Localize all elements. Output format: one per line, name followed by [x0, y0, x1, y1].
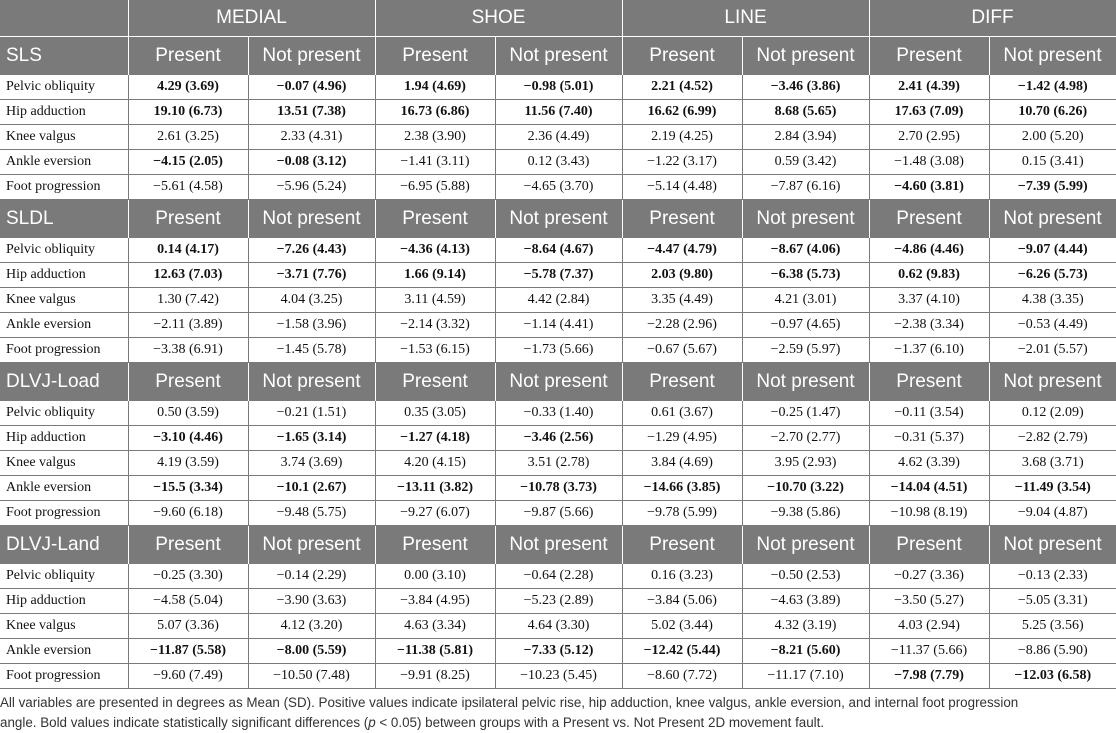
subheader-present: Present — [375, 200, 495, 239]
table-row — [0, 238, 1116, 263]
value-cell: 3.35 (4.49) — [622, 288, 742, 313]
value-cell: 0.00 (3.10) — [375, 564, 495, 589]
table-footnote — [0, 693, 1110, 733]
value-cell: −7.39 (5.99) — [989, 175, 1116, 200]
subheader-not-present: Not present — [989, 37, 1116, 76]
table-row — [0, 313, 1116, 338]
subheader-not-present: Not present — [989, 363, 1116, 402]
table-row — [0, 288, 1116, 313]
value-cell: −13.11 (3.82) — [375, 476, 495, 501]
value-cell: −8.21 (5.60) — [742, 639, 869, 664]
value-cell: 5.25 (3.56) — [989, 614, 1116, 639]
value-cell: 3.95 (2.93) — [742, 451, 869, 476]
value-cell: 13.51 (7.38) — [248, 100, 375, 125]
value-cell: 5.02 (3.44) — [622, 614, 742, 639]
value-cell: −1.48 (3.08) — [869, 150, 989, 175]
value-cell: 4.04 (3.25) — [248, 288, 375, 313]
subheader-not-present: Not present — [742, 37, 869, 76]
subheader-present: Present — [128, 37, 248, 76]
value-cell: 2.33 (4.31) — [248, 125, 375, 150]
table-body — [0, 37, 1116, 689]
value-cell: −4.15 (2.05) — [128, 150, 248, 175]
group-header-line: LINE — [622, 0, 869, 37]
value-cell: −2.82 (2.79) — [989, 426, 1116, 451]
value-cell: −11.17 (7.10) — [742, 664, 869, 689]
subheader-present: Present — [128, 200, 248, 239]
value-cell: −4.58 (5.04) — [128, 589, 248, 614]
value-cell: −2.59 (5.97) — [742, 338, 869, 363]
table-row — [0, 175, 1116, 200]
value-cell: −6.26 (5.73) — [989, 263, 1116, 288]
value-cell: 0.12 (2.09) — [989, 401, 1116, 426]
section-header-row — [0, 200, 1116, 239]
row-label: Pelvic obliquity — [0, 401, 128, 426]
table-row — [0, 263, 1116, 288]
value-cell: −2.70 (2.77) — [742, 426, 869, 451]
row-label: Ankle eversion — [0, 476, 128, 501]
subheader-not-present: Not present — [742, 526, 869, 565]
group-header-row — [0, 0, 1116, 37]
row-label: Foot progression — [0, 664, 128, 689]
value-cell: 2.38 (3.90) — [375, 125, 495, 150]
section-label: DLVJ-Land — [0, 526, 128, 565]
value-cell: −10.70 (3.22) — [742, 476, 869, 501]
value-cell: 4.42 (2.84) — [495, 288, 622, 313]
value-cell: −14.04 (4.51) — [869, 476, 989, 501]
value-cell: −5.05 (3.31) — [989, 589, 1116, 614]
value-cell: −8.67 (4.06) — [742, 238, 869, 263]
footnote-line-2 — [0, 713, 1110, 733]
value-cell: −4.36 (4.13) — [375, 238, 495, 263]
value-cell: −1.22 (3.17) — [622, 150, 742, 175]
value-cell: 0.14 (4.17) — [128, 238, 248, 263]
row-label: Foot progression — [0, 175, 128, 200]
value-cell: −3.10 (4.46) — [128, 426, 248, 451]
subheader-present: Present — [375, 37, 495, 76]
value-cell: 11.56 (7.40) — [495, 100, 622, 125]
value-cell: 1.94 (4.69) — [375, 75, 495, 100]
value-cell: −0.14 (2.29) — [248, 564, 375, 589]
value-cell: 2.70 (2.95) — [869, 125, 989, 150]
value-cell: 12.63 (7.03) — [128, 263, 248, 288]
value-cell: −4.86 (4.46) — [869, 238, 989, 263]
value-cell: −1.53 (6.15) — [375, 338, 495, 363]
value-cell: −1.29 (4.95) — [622, 426, 742, 451]
value-cell: −0.27 (3.36) — [869, 564, 989, 589]
value-cell: 4.63 (3.34) — [375, 614, 495, 639]
subheader-present: Present — [128, 526, 248, 565]
value-cell: 0.50 (3.59) — [128, 401, 248, 426]
subheader-not-present: Not present — [248, 200, 375, 239]
value-cell: −0.31 (5.37) — [869, 426, 989, 451]
section-label: SLS — [0, 37, 128, 76]
value-cell: 4.21 (3.01) — [742, 288, 869, 313]
value-cell: 0.61 (3.67) — [622, 401, 742, 426]
value-cell: 8.68 (5.65) — [742, 100, 869, 125]
row-label: Knee valgus — [0, 125, 128, 150]
value-cell: −2.38 (3.34) — [869, 313, 989, 338]
row-label: Knee valgus — [0, 614, 128, 639]
subheader-present: Present — [869, 526, 989, 565]
subheader-present: Present — [869, 200, 989, 239]
footnote-line-1: All variables are presented in degrees as Mean (SD). Positive values indicate ipsilateral pelvic rise, hip adduction, knee valgus, ankle eversion, and internal foot progression — [0, 695, 1019, 710]
value-cell: −5.78 (7.37) — [495, 263, 622, 288]
value-cell: −11.49 (3.54) — [989, 476, 1116, 501]
value-cell: 2.84 (3.94) — [742, 125, 869, 150]
subheader-present: Present — [375, 526, 495, 565]
value-cell: −0.13 (2.33) — [989, 564, 1116, 589]
value-cell: 2.61 (3.25) — [128, 125, 248, 150]
value-cell: 4.64 (3.30) — [495, 614, 622, 639]
value-cell: −3.38 (6.91) — [128, 338, 248, 363]
value-cell: −9.91 (8.25) — [375, 664, 495, 689]
value-cell: −9.60 (7.49) — [128, 664, 248, 689]
row-label: Hip adduction — [0, 426, 128, 451]
value-cell: −11.38 (5.81) — [375, 639, 495, 664]
value-cell: 4.29 (3.69) — [128, 75, 248, 100]
value-cell: −8.00 (5.59) — [248, 639, 375, 664]
footnote-text-a: angle. Bold values indicate statistically significant differences ( — [0, 715, 369, 730]
value-cell: −9.60 (6.18) — [128, 501, 248, 526]
table-row — [0, 589, 1116, 614]
row-label: Ankle eversion — [0, 150, 128, 175]
subheader-not-present: Not present — [989, 200, 1116, 239]
subheader-present: Present — [622, 363, 742, 402]
value-cell: 4.19 (3.59) — [128, 451, 248, 476]
table-row — [0, 75, 1116, 100]
value-cell: −3.90 (3.63) — [248, 589, 375, 614]
value-cell: 0.15 (3.41) — [989, 150, 1116, 175]
value-cell: −1.58 (3.96) — [248, 313, 375, 338]
subheader-not-present: Not present — [989, 526, 1116, 565]
row-label: Pelvic obliquity — [0, 238, 128, 263]
value-cell: −7.26 (4.43) — [248, 238, 375, 263]
footnote-text-b: < 0.05) between groups with a Present vs. Not Present 2D movement fault. — [375, 715, 825, 730]
table-row — [0, 564, 1116, 589]
value-cell: −3.71 (7.76) — [248, 263, 375, 288]
row-label: Foot progression — [0, 338, 128, 363]
value-cell: 3.51 (2.78) — [495, 451, 622, 476]
value-cell: −7.98 (7.79) — [869, 664, 989, 689]
value-cell: 0.62 (9.83) — [869, 263, 989, 288]
value-cell: −4.60 (3.81) — [869, 175, 989, 200]
table-row — [0, 100, 1116, 125]
value-cell: −8.86 (5.90) — [989, 639, 1116, 664]
value-cell: −9.78 (5.99) — [622, 501, 742, 526]
table-row — [0, 639, 1116, 664]
value-cell: 4.20 (4.15) — [375, 451, 495, 476]
value-cell: 3.11 (4.59) — [375, 288, 495, 313]
table-row — [0, 150, 1116, 175]
value-cell: −8.64 (4.67) — [495, 238, 622, 263]
subheader-not-present: Not present — [248, 526, 375, 565]
value-cell: 17.63 (7.09) — [869, 100, 989, 125]
value-cell: −1.45 (5.78) — [248, 338, 375, 363]
table-row — [0, 664, 1116, 689]
section-label: DLVJ-Load — [0, 363, 128, 402]
row-label: Pelvic obliquity — [0, 564, 128, 589]
value-cell: 4.12 (3.20) — [248, 614, 375, 639]
value-cell: −10.1 (2.67) — [248, 476, 375, 501]
corner-cell — [0, 0, 128, 37]
value-cell: 16.73 (6.86) — [375, 100, 495, 125]
value-cell: −5.14 (4.48) — [622, 175, 742, 200]
value-cell: 5.07 (3.36) — [128, 614, 248, 639]
value-cell: 4.32 (3.19) — [742, 614, 869, 639]
subheader-not-present: Not present — [495, 200, 622, 239]
group-header-shoe: SHOE — [375, 0, 622, 37]
table-row — [0, 401, 1116, 426]
value-cell: 10.70 (6.26) — [989, 100, 1116, 125]
value-cell: −10.23 (5.45) — [495, 664, 622, 689]
row-label: Pelvic obliquity — [0, 75, 128, 100]
value-cell: −1.41 (3.11) — [375, 150, 495, 175]
value-cell: −3.50 (5.27) — [869, 589, 989, 614]
subheader-not-present: Not present — [495, 526, 622, 565]
row-label: Hip adduction — [0, 263, 128, 288]
row-label: Ankle eversion — [0, 639, 128, 664]
value-cell: −7.87 (6.16) — [742, 175, 869, 200]
value-cell: 4.62 (3.39) — [869, 451, 989, 476]
subheader-not-present: Not present — [495, 363, 622, 402]
subheader-not-present: Not present — [742, 200, 869, 239]
subheader-present: Present — [869, 37, 989, 76]
value-cell: −1.37 (6.10) — [869, 338, 989, 363]
value-cell: −0.53 (4.49) — [989, 313, 1116, 338]
value-cell: −3.84 (5.06) — [622, 589, 742, 614]
value-cell: −9.38 (5.86) — [742, 501, 869, 526]
subheader-present: Present — [622, 37, 742, 76]
value-cell: −1.27 (4.18) — [375, 426, 495, 451]
value-cell: 2.00 (5.20) — [989, 125, 1116, 150]
row-label: Hip adduction — [0, 100, 128, 125]
subheader-present: Present — [869, 363, 989, 402]
value-cell: 2.19 (4.25) — [622, 125, 742, 150]
value-cell: −0.21 (1.51) — [248, 401, 375, 426]
value-cell: −9.04 (4.87) — [989, 501, 1116, 526]
value-cell: −5.61 (4.58) — [128, 175, 248, 200]
value-cell: −0.50 (2.53) — [742, 564, 869, 589]
table-row — [0, 426, 1116, 451]
value-cell: 3.84 (4.69) — [622, 451, 742, 476]
value-cell: −1.73 (5.66) — [495, 338, 622, 363]
value-cell: −2.28 (2.96) — [622, 313, 742, 338]
value-cell: 1.66 (9.14) — [375, 263, 495, 288]
value-cell: −0.64 (2.28) — [495, 564, 622, 589]
subheader-not-present: Not present — [742, 363, 869, 402]
value-cell: 3.37 (4.10) — [869, 288, 989, 313]
value-cell: 0.12 (3.43) — [495, 150, 622, 175]
row-label: Knee valgus — [0, 451, 128, 476]
value-cell: −0.33 (1.40) — [495, 401, 622, 426]
value-cell: −9.07 (4.44) — [989, 238, 1116, 263]
value-cell: −3.84 (4.95) — [375, 589, 495, 614]
value-cell: −10.98 (8.19) — [869, 501, 989, 526]
value-cell: −14.66 (3.85) — [622, 476, 742, 501]
value-cell: −12.42 (5.44) — [622, 639, 742, 664]
value-cell: −12.03 (6.58) — [989, 664, 1116, 689]
value-cell: −2.11 (3.89) — [128, 313, 248, 338]
value-cell: 19.10 (6.73) — [128, 100, 248, 125]
table-row — [0, 501, 1116, 526]
value-cell: −5.23 (2.89) — [495, 589, 622, 614]
table-row — [0, 125, 1116, 150]
table-row — [0, 451, 1116, 476]
value-cell: −11.37 (5.66) — [869, 639, 989, 664]
value-cell: −9.48 (5.75) — [248, 501, 375, 526]
value-cell: −10.78 (3.73) — [495, 476, 622, 501]
value-cell: −2.14 (3.32) — [375, 313, 495, 338]
value-cell: −0.98 (5.01) — [495, 75, 622, 100]
subheader-not-present: Not present — [248, 363, 375, 402]
value-cell: 1.30 (7.42) — [128, 288, 248, 313]
group-header-diff: DIFF — [869, 0, 1116, 37]
value-cell: 2.41 (4.39) — [869, 75, 989, 100]
row-label: Ankle eversion — [0, 313, 128, 338]
table-row — [0, 614, 1116, 639]
value-cell: −6.95 (5.88) — [375, 175, 495, 200]
section-header-row — [0, 363, 1116, 402]
value-cell: −0.08 (3.12) — [248, 150, 375, 175]
value-cell: 3.68 (3.71) — [989, 451, 1116, 476]
value-cell: −4.63 (3.89) — [742, 589, 869, 614]
value-cell: 0.59 (3.42) — [742, 150, 869, 175]
value-cell: 4.38 (3.35) — [989, 288, 1116, 313]
value-cell: −10.50 (7.48) — [248, 664, 375, 689]
subheader-present: Present — [128, 363, 248, 402]
value-cell: −11.87 (5.58) — [128, 639, 248, 664]
value-cell: −5.96 (5.24) — [248, 175, 375, 200]
value-cell: 16.62 (6.99) — [622, 100, 742, 125]
group-header-medial: MEDIAL — [128, 0, 375, 37]
section-label: SLDL — [0, 200, 128, 239]
value-cell: −1.42 (4.98) — [989, 75, 1116, 100]
table-row — [0, 476, 1116, 501]
value-cell: −9.27 (6.07) — [375, 501, 495, 526]
value-cell: 2.36 (4.49) — [495, 125, 622, 150]
value-cell: −15.5 (3.34) — [128, 476, 248, 501]
section-header-row — [0, 37, 1116, 76]
subheader-present: Present — [622, 200, 742, 239]
table-row — [0, 338, 1116, 363]
value-cell: −0.11 (3.54) — [869, 401, 989, 426]
value-cell: 4.03 (2.94) — [869, 614, 989, 639]
value-cell: −2.01 (5.57) — [989, 338, 1116, 363]
footnote-p-symbol: p — [368, 715, 376, 730]
subheader-present: Present — [622, 526, 742, 565]
value-cell: −6.38 (5.73) — [742, 263, 869, 288]
value-cell: −7.33 (5.12) — [495, 639, 622, 664]
value-cell: 0.35 (3.05) — [375, 401, 495, 426]
value-cell: −0.25 (1.47) — [742, 401, 869, 426]
row-label: Knee valgus — [0, 288, 128, 313]
value-cell: −3.46 (2.56) — [495, 426, 622, 451]
value-cell: −0.07 (4.96) — [248, 75, 375, 100]
subheader-present: Present — [375, 363, 495, 402]
value-cell: −1.65 (3.14) — [248, 426, 375, 451]
value-cell: −0.67 (5.67) — [622, 338, 742, 363]
row-label: Hip adduction — [0, 589, 128, 614]
value-cell: 3.74 (3.69) — [248, 451, 375, 476]
value-cell: 0.16 (3.23) — [622, 564, 742, 589]
section-header-row — [0, 526, 1116, 565]
value-cell: −9.87 (5.66) — [495, 501, 622, 526]
value-cell: −0.25 (3.30) — [128, 564, 248, 589]
value-cell: −4.47 (4.79) — [622, 238, 742, 263]
value-cell: −8.60 (7.72) — [622, 664, 742, 689]
subheader-not-present: Not present — [248, 37, 375, 76]
value-cell: 2.21 (4.52) — [622, 75, 742, 100]
value-cell: −3.46 (3.86) — [742, 75, 869, 100]
value-cell: −4.65 (3.70) — [495, 175, 622, 200]
value-cell: 2.03 (9.80) — [622, 263, 742, 288]
row-label: Foot progression — [0, 501, 128, 526]
subheader-not-present: Not present — [495, 37, 622, 76]
value-cell: −0.97 (4.65) — [742, 313, 869, 338]
value-cell: −1.14 (4.41) — [495, 313, 622, 338]
